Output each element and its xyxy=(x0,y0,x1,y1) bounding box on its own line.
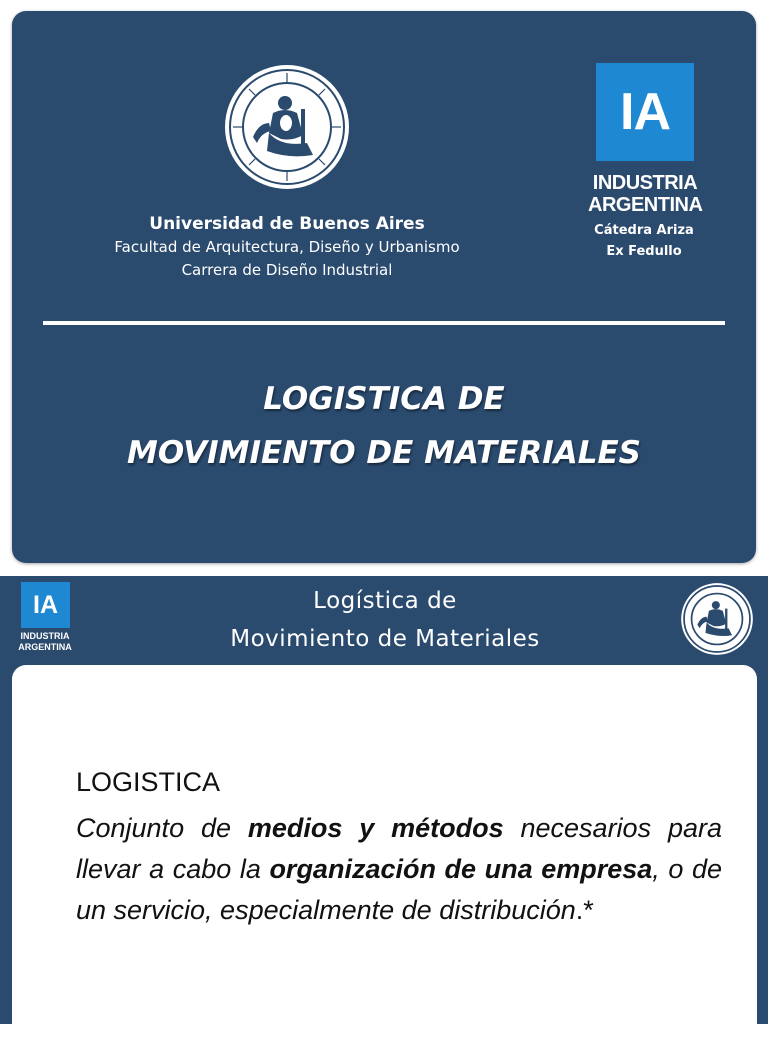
definition-text-1: Conjunto de xyxy=(76,813,248,843)
definition-text-2: necesarios para llevar a cabo la xyxy=(76,813,722,884)
catedra-name: Cátedra Ariza xyxy=(594,223,694,238)
ia-logo-line1: INDUSTRIA xyxy=(592,172,698,194)
slide-title-line1: LOGISTICA DE xyxy=(263,381,505,417)
ia-logo-small-wordmark xyxy=(14,631,76,653)
header-line2: Movimiento de Materiales xyxy=(230,626,540,652)
term-heading: LOGISTICA xyxy=(76,767,221,797)
content-panel xyxy=(12,665,757,1045)
career-name: Carrera de Diseño Industrial xyxy=(181,261,393,279)
university-name: Universidad de Buenos Aires xyxy=(149,214,425,234)
content-slide xyxy=(0,576,768,1024)
university-block xyxy=(70,212,504,282)
slide-title xyxy=(32,372,736,480)
catedra-block xyxy=(580,220,708,262)
slide-title-line2: MOVIMIENTO DE MATERIALES xyxy=(127,435,641,471)
ia-logo-line2: ARGENTINA xyxy=(588,194,703,216)
ia-logo-small-line2: ARGENTINA xyxy=(18,642,72,652)
ia-logo-wordmark xyxy=(588,172,702,216)
ia-logo-small-mark: IA xyxy=(21,582,70,628)
catedra-former: Ex Fedullo xyxy=(606,244,682,259)
definition-bold-2: organización de una empresa xyxy=(269,854,653,884)
header-line1: Logística de xyxy=(313,588,457,614)
content-slide-header xyxy=(160,582,610,658)
title-divider xyxy=(43,321,725,325)
uba-seal-small-icon xyxy=(680,582,754,656)
definition-bold-1: medios y métodos xyxy=(247,813,504,843)
faculty-name: Facultad de Arquitectura, Diseño y Urbanismo xyxy=(114,238,460,256)
term-definition xyxy=(76,808,722,931)
definition-text-4: .* xyxy=(575,895,594,925)
ia-logo-mark: IA xyxy=(596,63,694,161)
uba-seal-icon xyxy=(223,63,351,191)
ia-logo-small-line1: INDUSTRIA xyxy=(20,631,70,641)
definition-text-3: , o de un servicio, especialmente de distribución xyxy=(76,854,723,925)
